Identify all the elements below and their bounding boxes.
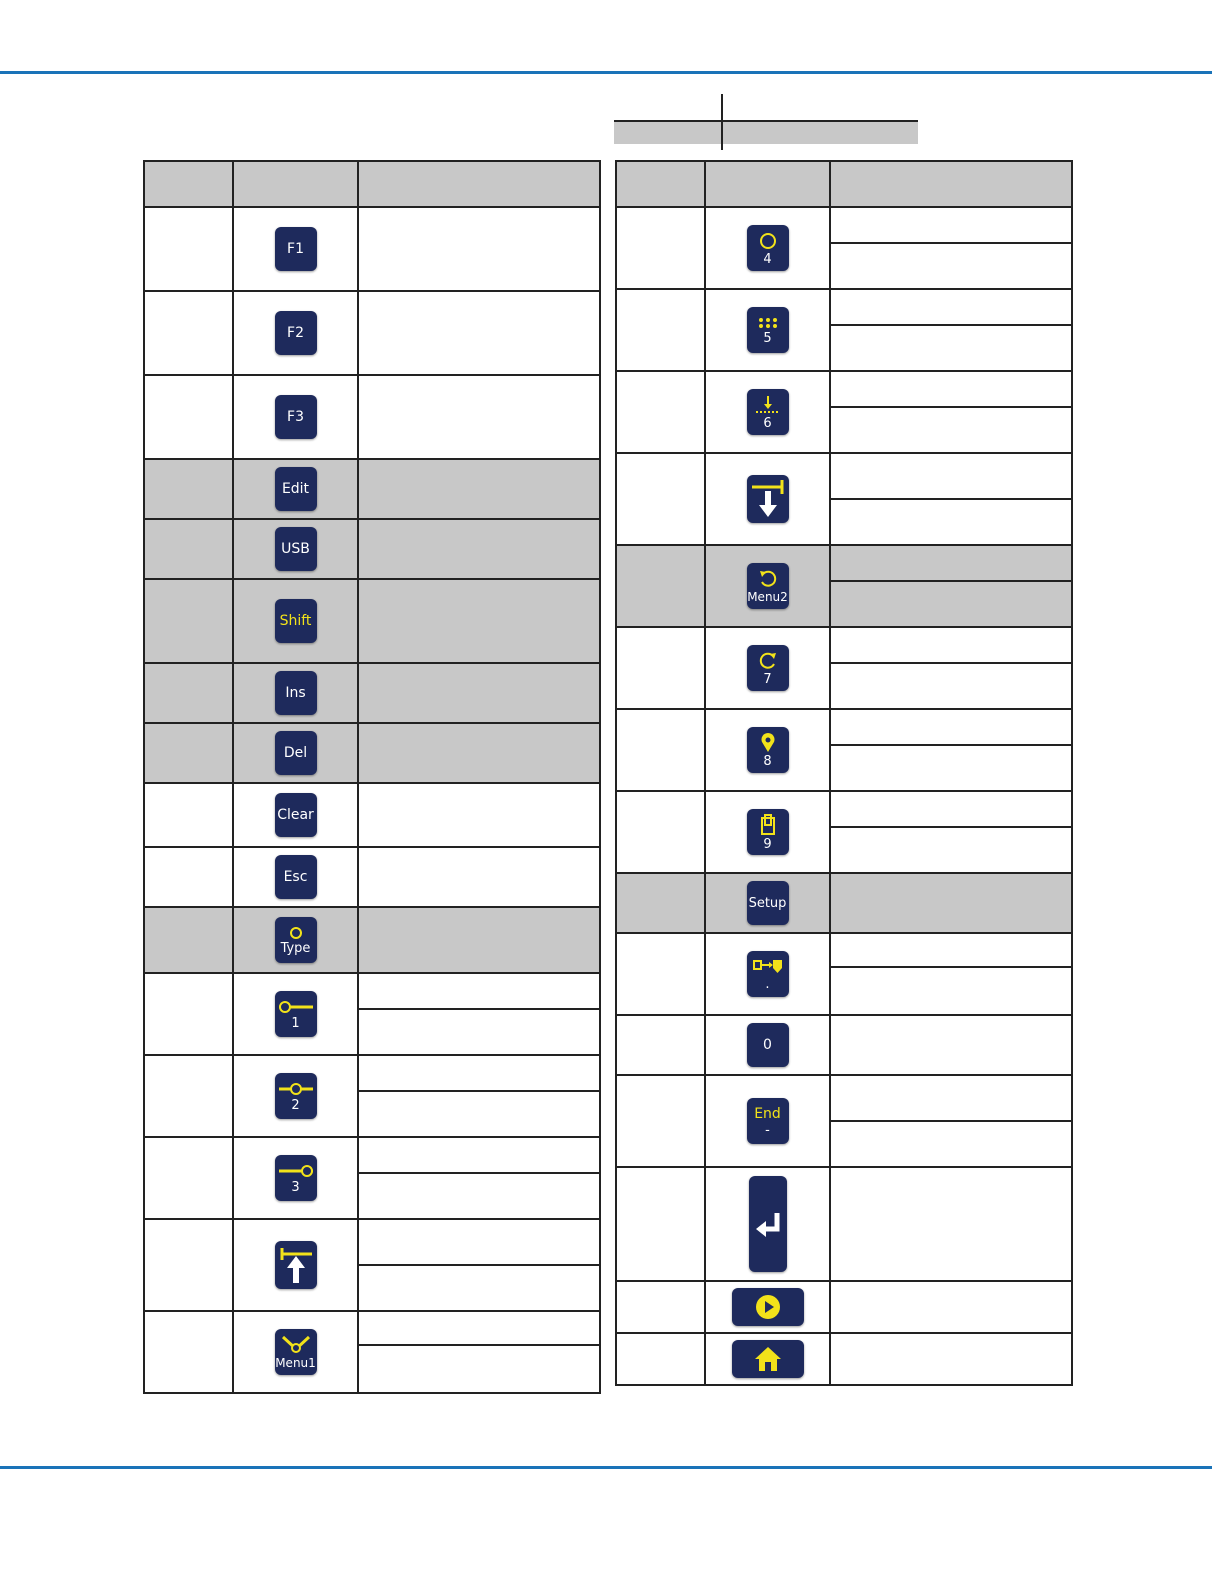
line-circle-right-icon — [277, 1163, 315, 1179]
shift-key[interactable]: Shift — [275, 599, 317, 643]
table-row — [144, 1311, 600, 1393]
play-icon — [755, 1294, 781, 1320]
f2-key[interactable]: F2 — [275, 311, 317, 355]
key-4-label: 4 — [763, 251, 772, 267]
table-row — [144, 579, 600, 663]
key-1[interactable] — [275, 991, 317, 1037]
transfer-icon — [752, 958, 784, 976]
key-7[interactable] — [747, 645, 789, 691]
table-row — [616, 1075, 1072, 1167]
arrow-down-to-dotted-line-icon — [754, 395, 782, 415]
circle-icon — [758, 231, 778, 251]
enter-icon — [753, 1209, 783, 1239]
legend-shade-swatch — [614, 122, 918, 144]
footer-rule — [0, 1466, 1212, 1469]
key-5[interactable] — [747, 307, 789, 353]
table-row — [616, 1015, 1072, 1075]
home-icon — [753, 1345, 783, 1373]
clipboard-icon — [760, 814, 776, 836]
table-row — [616, 207, 1072, 289]
table-row — [616, 1333, 1072, 1385]
table-row — [616, 1281, 1072, 1333]
f1-key[interactable]: F1 — [275, 227, 317, 271]
key-6[interactable] — [747, 389, 789, 435]
table-row — [144, 1137, 600, 1219]
table-row — [144, 783, 600, 847]
minus-key-label: - — [765, 1122, 770, 1138]
download-key[interactable] — [747, 475, 789, 523]
table-row — [144, 663, 600, 723]
table-row — [144, 973, 600, 1055]
table-row — [616, 1167, 1072, 1281]
table-row — [144, 723, 600, 783]
table-row — [616, 709, 1072, 791]
table-row — [616, 791, 1072, 873]
left-key-table — [143, 160, 601, 1394]
shading-legend — [614, 94, 918, 150]
arrow-up-to-line-icon — [278, 1244, 314, 1286]
enter-key[interactable] — [749, 1176, 787, 1272]
rotate-ccw-icon — [758, 569, 778, 589]
right-key-table — [615, 160, 1073, 1386]
upload-key[interactable] — [275, 1241, 317, 1289]
key-9[interactable] — [747, 809, 789, 855]
dot-grid-icon — [757, 316, 779, 330]
edit-key[interactable]: Edit — [275, 467, 317, 511]
setup-key[interactable]: Setup — [747, 881, 789, 925]
table-row — [616, 371, 1072, 453]
key-3[interactable] — [275, 1155, 317, 1201]
key-8-label: 8 — [763, 753, 772, 769]
key-1-label: 1 — [291, 1015, 300, 1031]
v-circle-icon — [279, 1335, 313, 1355]
table-row — [144, 1055, 600, 1137]
table-row — [616, 873, 1072, 933]
table-row — [616, 453, 1072, 545]
type-key-label: Type — [280, 940, 311, 956]
key-2-label: 2 — [291, 1097, 300, 1113]
table-row — [144, 519, 600, 579]
table-row — [616, 933, 1072, 1015]
esc-key[interactable]: Esc — [275, 855, 317, 899]
dot-key-label: . — [765, 976, 770, 992]
line-circle-middle-icon — [277, 1081, 315, 1097]
table-row — [144, 907, 600, 973]
f3-key[interactable]: F3 — [275, 395, 317, 439]
table-row — [616, 627, 1072, 709]
dot-key[interactable] — [747, 951, 789, 997]
key-3-label: 3 — [291, 1179, 300, 1195]
legend-divider — [614, 120, 918, 122]
key-4[interactable] — [747, 225, 789, 271]
play-key[interactable] — [732, 1288, 804, 1326]
arrow-down-from-line-icon — [750, 478, 786, 520]
menu2-key[interactable] — [747, 563, 789, 609]
table-header-row — [144, 161, 600, 207]
legend-divider — [721, 94, 723, 150]
table-row — [144, 459, 600, 519]
key-8[interactable] — [747, 727, 789, 773]
rotate-cw-icon — [758, 651, 778, 671]
table-row — [616, 289, 1072, 371]
header-rule — [0, 71, 1212, 74]
table-header-row — [616, 161, 1072, 207]
ins-key[interactable]: Ins — [275, 671, 317, 715]
key-0[interactable]: 0 — [747, 1023, 789, 1067]
location-pin-icon — [760, 733, 776, 753]
table-row — [144, 375, 600, 459]
line-circle-left-icon — [277, 999, 315, 1015]
end-key-label: End — [754, 1105, 781, 1122]
table-row — [144, 291, 600, 375]
key-5-label: 5 — [763, 330, 772, 346]
usb-key[interactable]: USB — [275, 527, 317, 571]
menu2-key-label: Menu2 — [747, 589, 788, 604]
type-key[interactable] — [275, 917, 317, 963]
circle-icon — [289, 926, 303, 940]
table-row — [144, 207, 600, 291]
key-9-label: 9 — [763, 836, 772, 852]
del-key[interactable]: Del — [275, 731, 317, 775]
table-row — [144, 847, 600, 907]
table-row — [144, 1219, 600, 1311]
clear-key[interactable]: Clear — [275, 793, 317, 837]
key-2[interactable] — [275, 1073, 317, 1119]
menu1-key-label: Menu1 — [275, 1355, 316, 1370]
end-key[interactable] — [747, 1098, 789, 1144]
table-row — [616, 545, 1072, 627]
key-7-label: 7 — [763, 671, 772, 687]
key-6-label: 6 — [763, 415, 772, 431]
menu1-key[interactable] — [275, 1329, 317, 1375]
home-key[interactable] — [732, 1340, 804, 1378]
